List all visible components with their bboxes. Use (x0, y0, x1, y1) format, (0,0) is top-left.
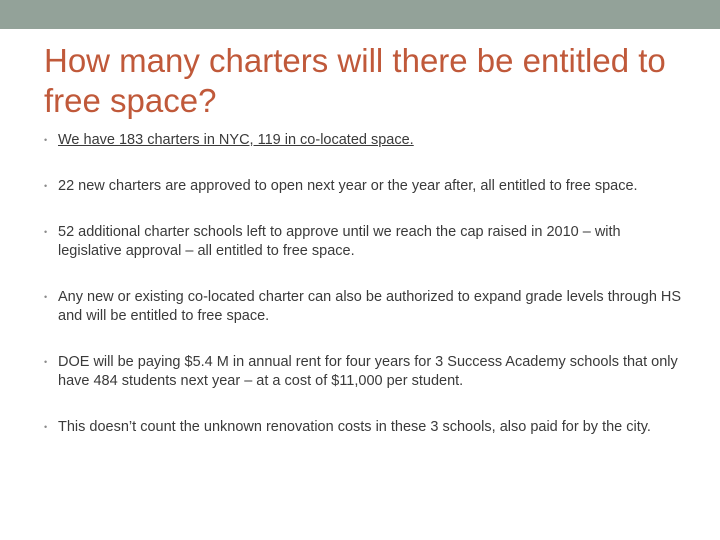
bullet-dot-icon: • (44, 181, 48, 191)
bullet-item (44, 353, 684, 391)
bullet-list (44, 131, 684, 464)
bullet-dot-icon: • (44, 422, 48, 432)
bullet-item (44, 131, 684, 150)
top-accent-bar (0, 0, 720, 29)
bullet-text: This doesn’t count the unknown renovation costs in these 3 schools, also paid for by the city. (58, 419, 651, 435)
bullet-text: 52 additional charter schools left to approve until we reach the cap raised in 2010 – with legislative approval – all entitled to free space. (58, 224, 621, 259)
bullet-text: We have 183 charters in NYC, 119 in co-located space. (58, 132, 414, 148)
bullet-item (44, 418, 684, 437)
bullet-item (44, 177, 684, 196)
bullet-text: DOE will be paying $5.4 M in annual rent for four years for 3 Success Academy schools that only have 484 students next year – at a cost of $11,000 per student. (58, 354, 678, 389)
bullet-text: 22 new charters are approved to open next year or the year after, all entitled to free space. (58, 178, 638, 194)
bullet-dot-icon: • (44, 135, 48, 145)
bullet-dot-icon: • (44, 227, 48, 237)
bullet-text: Any new or existing co-located charter can also be authorized to expand grade levels through HS and will be entitled to free space. (58, 289, 682, 324)
bullet-dot-icon: • (44, 292, 48, 302)
slide-title: How many charters will there be entitled to free space? (44, 42, 666, 119)
bullet-dot-icon: • (44, 357, 48, 367)
bullet-item (44, 223, 684, 261)
bullet-item (44, 288, 684, 326)
